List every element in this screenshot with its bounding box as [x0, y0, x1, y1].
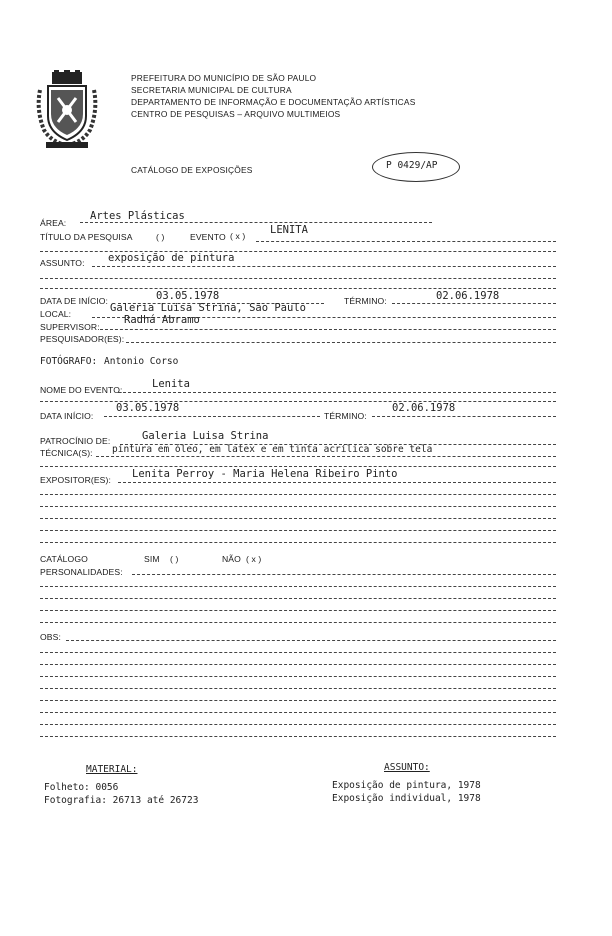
- termino-line: [392, 303, 556, 304]
- header-org-line-3: DEPARTAMENTO DE INFORMAÇÃO E DOCUMENTAÇÃO ARTÍSTICAS: [131, 97, 416, 107]
- tecnicas-line-2: [40, 466, 556, 467]
- evento-checkbox: ( x ): [230, 231, 246, 241]
- assunto-value: exposição de pintura: [108, 252, 235, 264]
- data-inicio-2-label: DATA INÍCIO:: [40, 411, 94, 421]
- expositores-line-2: [40, 494, 556, 495]
- assunto-line-2: [40, 278, 556, 279]
- area-value: Artes Plásticas: [90, 210, 185, 222]
- obs-line-6: [40, 700, 556, 701]
- header-org-line-1: PREFEITURA DO MUNICÍPIO DE SÃO PAULO: [131, 73, 317, 83]
- material-heading: MATERIAL:: [86, 764, 138, 775]
- assunto-label: ASSUNTO:: [40, 258, 85, 268]
- assunto-footer-line-2: Exposição individual, 1978: [332, 793, 481, 804]
- termino-value: 02.06.1978: [436, 290, 500, 302]
- local-label: LOCAL:: [40, 309, 72, 319]
- pesquisadores-line: [126, 342, 556, 343]
- obs-line-8: [40, 724, 556, 725]
- obs-line: [66, 640, 556, 641]
- area-label: ÁREA:: [40, 218, 67, 228]
- tecnicas-value: pintura em óleo, em latex e em tinta acrílica sobre tela: [112, 444, 433, 455]
- header-org-line-2: SECRETARIA MUNICIPAL DE CULTURA: [131, 85, 292, 95]
- termino-label: TÉRMINO:: [344, 296, 387, 306]
- nao-label: NÃO: [222, 554, 241, 564]
- tecnicas-label: TÉCNICA(S):: [40, 448, 93, 458]
- assunto-line: [92, 266, 556, 267]
- obs-line-9: [40, 736, 556, 737]
- titulo-checkbox: ( ): [156, 232, 165, 242]
- data-inicio-label: DATA DE INÍCIO:: [40, 296, 109, 306]
- titulo-label: TÍTULO DA PESQUISA: [40, 232, 133, 242]
- local-value: Galeria Luisa Strina, São Paulo: [110, 302, 306, 314]
- assunto-line-3: [40, 288, 556, 289]
- tecnicas-line: [96, 456, 556, 457]
- evento-line: [256, 241, 556, 242]
- material-line-1: Folheto: 0056: [44, 782, 119, 793]
- sim-checkbox: ( ): [170, 554, 179, 564]
- obs-line-5: [40, 688, 556, 689]
- supervisor-value: Radhá Abramo: [124, 314, 200, 326]
- data-inicio-2-line: [104, 416, 320, 417]
- sim-label: SIM: [144, 554, 160, 564]
- personalidades-label: PERSONALIDADES:: [40, 567, 123, 577]
- patrocinio-label: PATROCÍNIO DE:: [40, 436, 111, 446]
- header-org-line-4: CENTRO DE PESQUISAS – ARQUIVO MULTIMEIOS: [131, 109, 341, 119]
- obs-label: OBS:: [40, 632, 61, 642]
- obs-line-2: [40, 652, 556, 653]
- material-line-2: Fotografia: 26713 até 26723: [44, 795, 199, 806]
- supervisor-label: SUPERVISOR:: [40, 322, 100, 332]
- personalidades-line-3: [40, 598, 556, 599]
- assunto-footer-heading: ASSUNTO:: [384, 762, 430, 773]
- personalidades-line: [132, 574, 556, 575]
- expositores-line-6: [40, 542, 556, 543]
- expositores-line-3: [40, 506, 556, 507]
- obs-line-7: [40, 712, 556, 713]
- termino-2-label: TÉRMINO:: [324, 411, 367, 421]
- expositores-line: [118, 482, 556, 483]
- obs-line-4: [40, 676, 556, 677]
- supervisor-line: [100, 329, 556, 330]
- nome-evento-label: NOME DO EVENTO:: [40, 385, 123, 395]
- expositores-line-5: [40, 530, 556, 531]
- catalogo-label: CATÁLOGO: [40, 554, 88, 564]
- personalidades-line-4: [40, 610, 556, 611]
- expositores-line-4: [40, 518, 556, 519]
- nome-evento-value: Lenita: [152, 378, 190, 390]
- expositores-label: EXPOSITOR(ES):: [40, 475, 111, 485]
- expositores-value: Lenita Perroy - Maria Helena Ribeiro Pinto: [132, 468, 398, 480]
- assunto-footer-line-1: Exposição de pintura, 1978: [332, 780, 481, 791]
- reference-code: P 0429/AP: [386, 160, 438, 171]
- patrocinio-value: Galeria Luisa Strina: [142, 430, 269, 442]
- area-line: [80, 222, 432, 223]
- document-type-title: CATÁLOGO DE EXPOSIÇÕES: [131, 165, 253, 175]
- obs-line-3: [40, 664, 556, 665]
- personalidades-line-5: [40, 622, 556, 623]
- data-inicio-2-value: 03.05.1978: [116, 402, 180, 414]
- pesquisadores-label: PESQUISADOR(ES):: [40, 334, 125, 344]
- personalidades-line-2: [40, 586, 556, 587]
- termino-2-value: 02.06.1978: [392, 402, 456, 414]
- evento-value: LENITA: [270, 224, 308, 236]
- coat-of-arms-emblem: [36, 70, 98, 150]
- nome-evento-line: [118, 392, 556, 393]
- fotografo-value: Antonio Corso: [104, 356, 179, 367]
- termino-2-line: [372, 416, 556, 417]
- nao-checkbox: ( x ): [246, 554, 262, 564]
- data-inicio-value: 03.05.1978: [156, 290, 220, 302]
- evento-label: EVENTO: [190, 232, 226, 242]
- fotografo-label: FOTÓGRAFO:: [40, 356, 98, 367]
